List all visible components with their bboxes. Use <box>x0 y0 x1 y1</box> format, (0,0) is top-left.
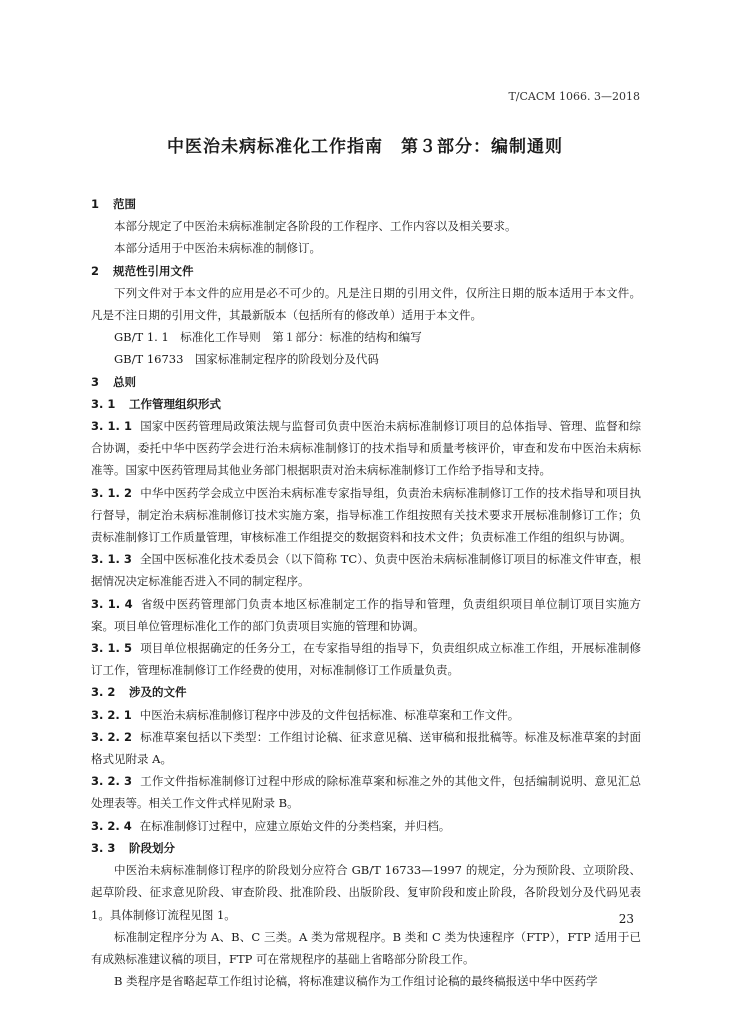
section-number: 3. 3 <box>91 840 116 855</box>
section-heading <box>91 371 641 393</box>
clause-number: 3. 2. 4 <box>91 818 132 833</box>
section-heading <box>91 260 641 282</box>
section-title: 涉及的文件 <box>129 685 187 700</box>
page-number: 23 <box>618 912 634 926</box>
clause-number: 3. 1. 4 <box>91 596 133 611</box>
document-code: T/CACM 1066. 3—2018 <box>508 90 640 103</box>
clause-paragraph <box>91 815 641 837</box>
section-heading <box>91 393 641 415</box>
paragraph: GB/T 1. 1 标准化工作导则 第１部分：标准的结构和编写 <box>114 330 422 345</box>
clause-paragraph <box>91 726 641 770</box>
section-number: 1 <box>91 197 100 211</box>
section-number: 3. 1 <box>91 396 116 411</box>
clause-text: 中华中医药学会成立中医治未病标准专家指导组，负责治未病标准制修订工作的技术指导和项目执行督导，制定治未病标准制修订技术实施方案，指导标准工作组按照有关技术要求开展标准制修订工作；负责标准制修订工作质量管理，审核标准工作组提交的数据资料和技术文件；负责标准工作组的组织与协调。 <box>91 485 642 545</box>
section-title: 规范性引用文件 <box>113 263 194 278</box>
clause-number: 3. 2. 1 <box>91 707 132 722</box>
section-title: 范围 <box>113 197 136 211</box>
clause-number: 3. 1. 5 <box>91 641 133 656</box>
paragraph: 标准制定程序分为 A、B、C 三类。A 类为常规程序。B 类和 C 类为快速程序（FTP），FTP 适用于已有成熟标准建议稿的项目，FTP 可在常规程序的基础上省略部分阶段工作。 <box>91 929 641 966</box>
clause-paragraph <box>91 770 641 814</box>
paragraph: 本部分规定了中医治未病标准制定各阶段的工作程序、工作内容以及相关要求。 <box>114 219 517 234</box>
section-title: 总则 <box>113 374 136 389</box>
paragraph: GB/T 16733 国家标准制定程序的阶段划分及代码 <box>114 352 379 367</box>
clause-text: 在标准制修订过程中，应建立原始文件的分类档案，并归档。 <box>139 818 451 833</box>
clause-text: 全国中医标准化技术委员会（以下简称 TC）、负责中医治未病标准制修订项目的标准文件审查，根据情况决定标准能否进入不同的制定程序。 <box>91 552 641 589</box>
clause-number: 3. 2. 2 <box>91 729 133 744</box>
clause-paragraph <box>91 415 641 482</box>
clause-paragraph <box>91 548 641 592</box>
page-title: 中医治未病标准化工作指南 第３部分：编制通则 <box>167 137 563 157</box>
section-title: 工作管理组织形式 <box>129 396 221 411</box>
section-heading <box>91 837 641 859</box>
section-number: 2 <box>91 263 100 278</box>
clause-number: 3. 1. 1 <box>91 419 133 434</box>
section-number: 3. 2 <box>91 685 116 700</box>
clause-paragraph <box>91 637 641 681</box>
section-heading <box>91 681 641 703</box>
clause-text: 国家中医药管理局政策法规与监督司负责中医治未病标准制修订项目的总体指导、管理、监督和综合协调，委托中华中医药学会进行治未病标准制修订的技术指导和质量考核评价，审查和发布中医治未病标准等。国家中医药管理局其他业务部门根据职责对治未病标准制修订工作给予指导和支持。 <box>91 419 642 478</box>
clause-text: 标准草案包括以下类型：工作组讨论稿、征求意见稿、送审稿和报批稿等。标准及标准草案的封面格式见附录 A。 <box>91 729 642 767</box>
clause-text: 项目单位根据确定的任务分工，在专家指导组的指导下，负责组织成立标准工作组，开展标准制修订工作，管理标准制修订工作经费的使用，对标准制修订工作质量负责。 <box>91 641 642 678</box>
paragraph: 下列文件对于本文件的应用是必不可少的。凡是注日期的引用文件，仅所注日期的版本适用于本文件。凡是不注日期的引用文件，其最新版本（包括所有的修改单）适用于本文件。 <box>91 285 641 323</box>
section-heading <box>91 193 641 215</box>
clause-text: 工作文件指标准制修订过程中形成的除标准草案和标准之外的其他文件，包括编制说明、意见汇总处理表等。相关工作文件式样见附录 B。 <box>91 774 642 811</box>
paragraph: B 类程序是省略起草工作组讨论稿，将标准建议稿作为工作组讨论稿的最终稿报送中华中医药学 <box>114 974 598 989</box>
section-title: 阶段划分 <box>129 840 175 855</box>
clause-text: 省级中医药管理部门负责本地区标准制定工作的指导和管理，负责组织项目单位制订项目实施方案。项目单位管理标准化工作的部门负责项目实施的管理和协调。 <box>91 596 642 633</box>
clause-paragraph <box>91 704 641 726</box>
clause-paragraph <box>91 482 641 549</box>
paragraph: 本部分适用于中医治未病标准的制修订。 <box>114 241 321 256</box>
paragraph: 中医治未病标准制修订程序的阶段划分应符合 GB/T 16733—1997 的规定，分为预阶段、立项阶段、起草阶段、征求意见阶段、审查阶段、批准阶段、出版阶段、复审阶段和废止阶段，各阶段划分及代码见表 1。具体制修订流程见图 1。 <box>91 863 641 922</box>
clause-number: 3. 1. 3 <box>91 552 132 567</box>
clause-number: 3. 1. 2 <box>91 485 133 500</box>
clause-number: 3. 2. 3 <box>91 774 133 789</box>
clause-text: 中医治未病标准制修订程序中涉及的文件包括标准、标准草案和工作文件。 <box>139 707 520 722</box>
section-number: 3 <box>91 374 100 389</box>
document-body <box>91 193 641 992</box>
clause-paragraph <box>91 593 641 637</box>
